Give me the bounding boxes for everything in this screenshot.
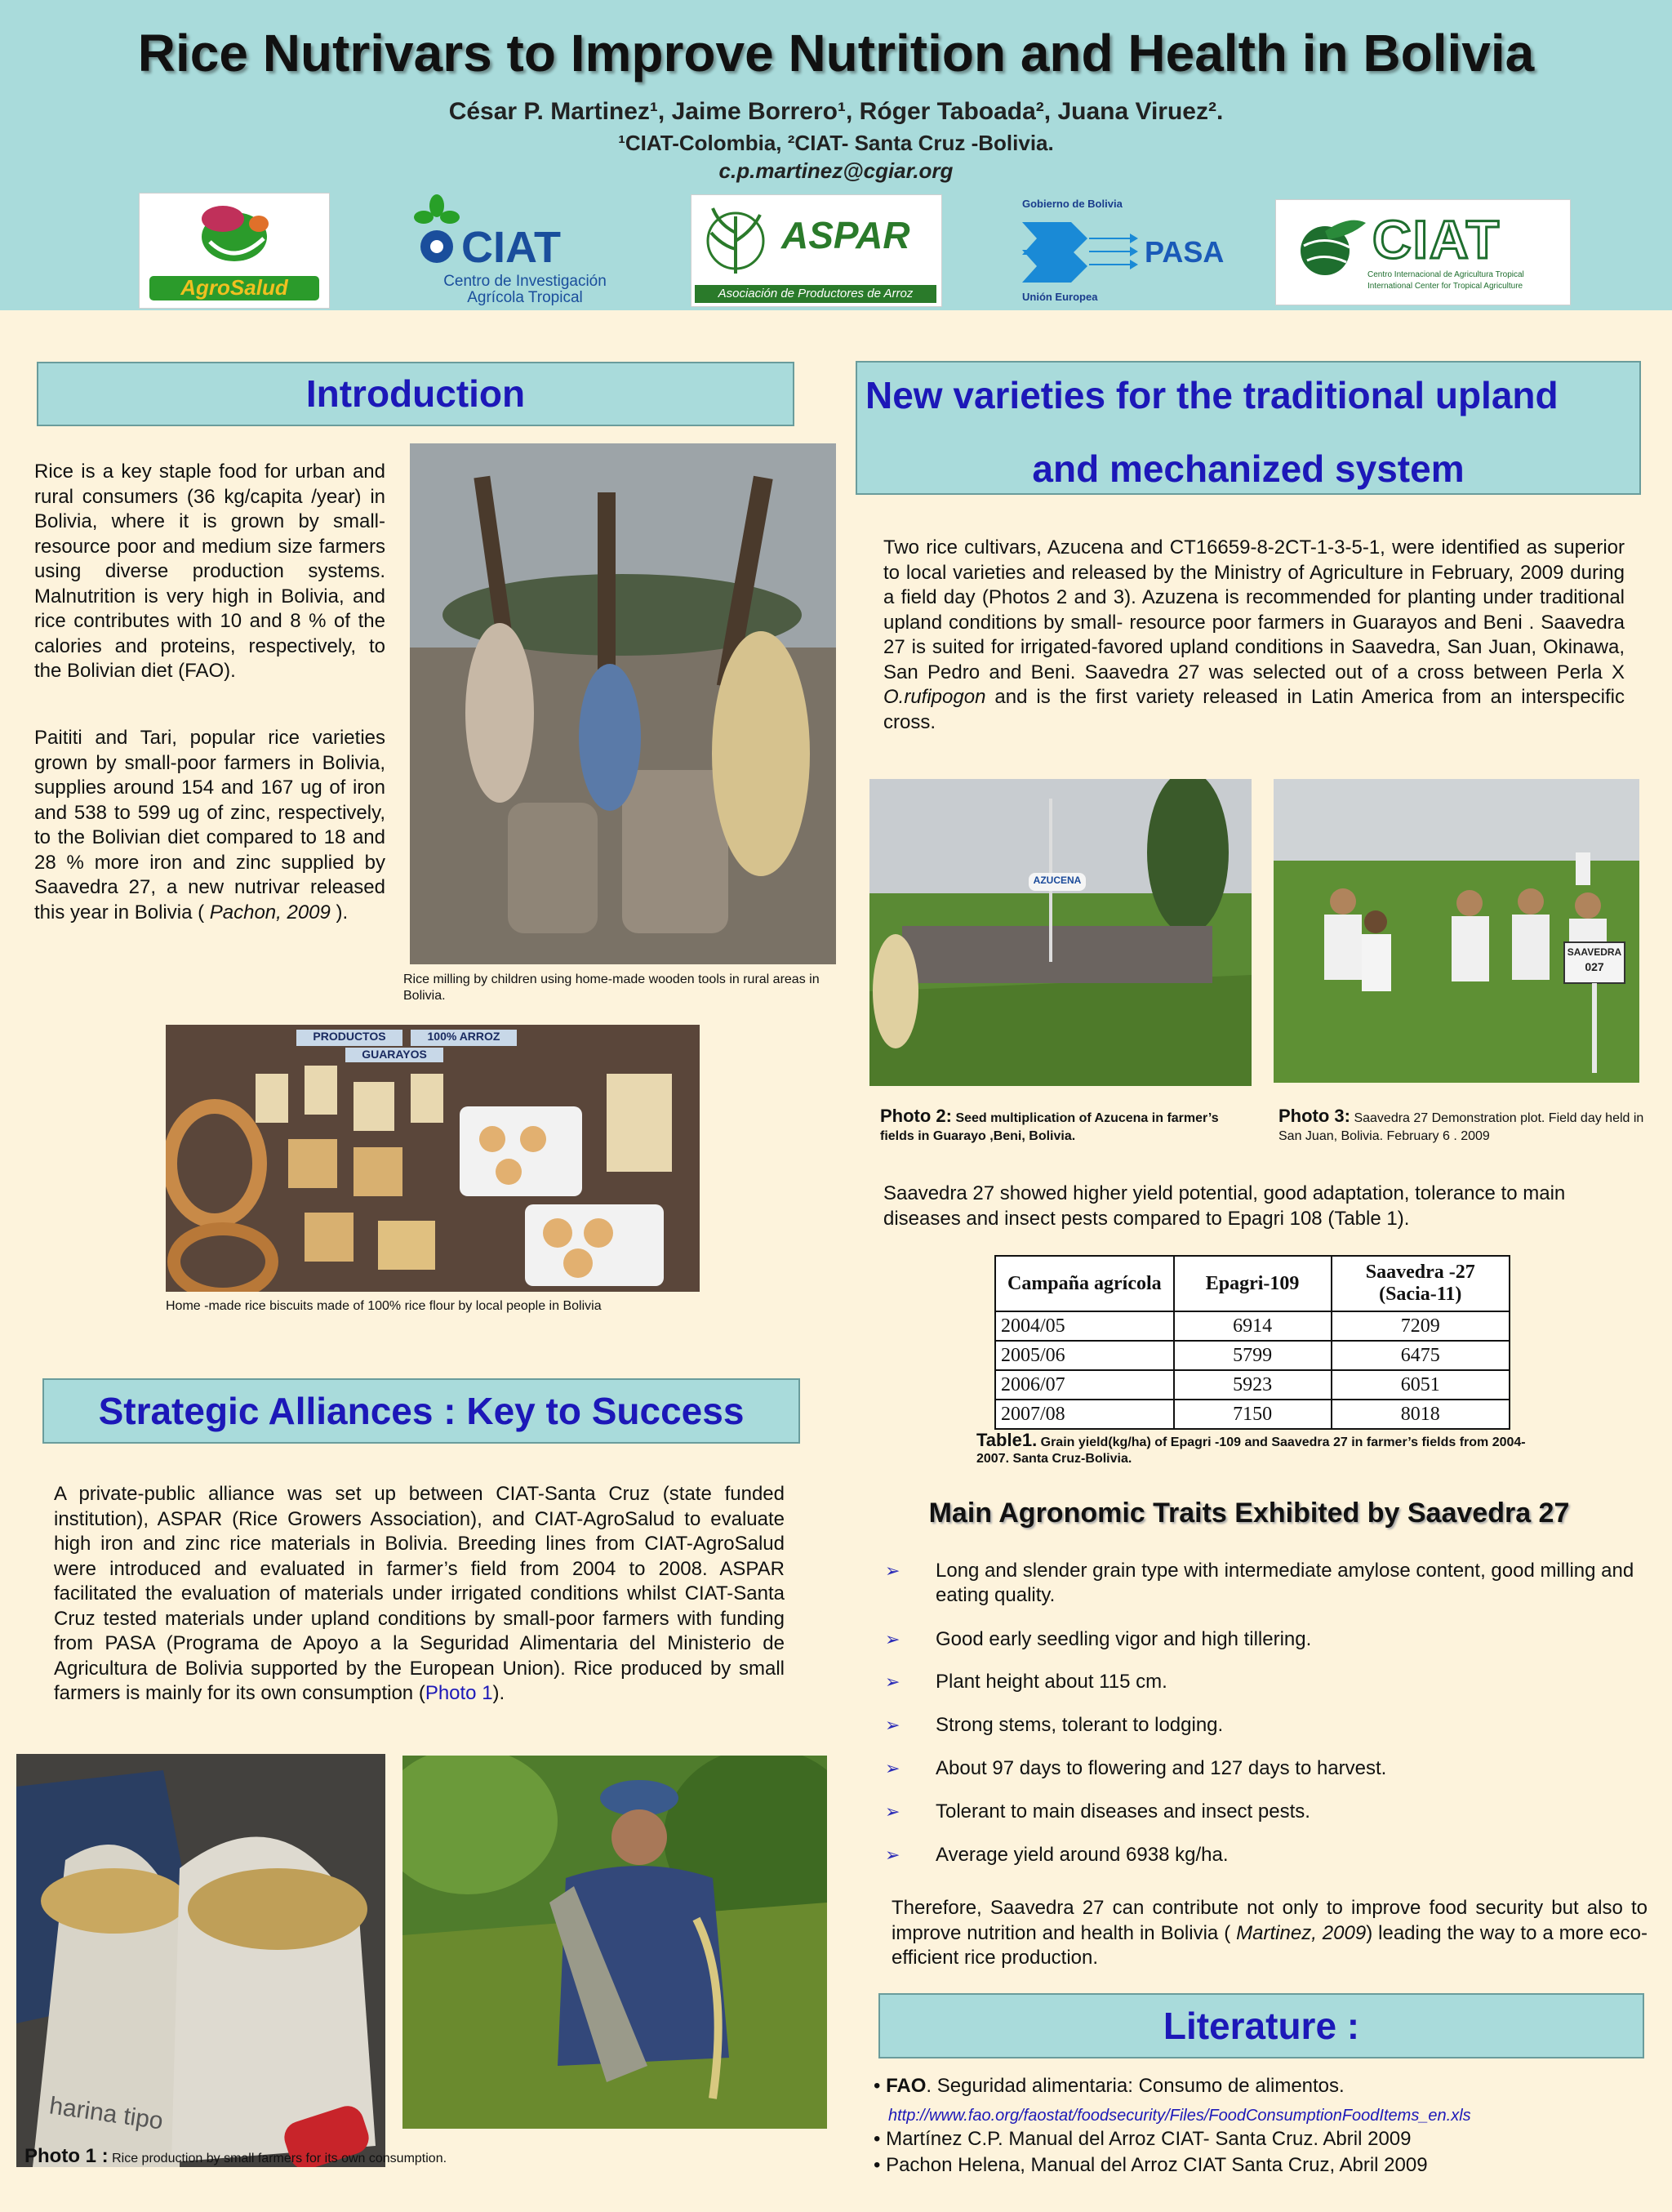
yield-table bbox=[994, 1255, 1510, 1430]
arrow-bullet-icon: ➢ bbox=[885, 1801, 900, 1822]
biscuits-label-guarayos: GUARAYOS bbox=[362, 1048, 427, 1061]
ciat-2-subtitle-1: Centro Internacional de Agricultura Tropical bbox=[1367, 270, 1524, 279]
ciat-2-subtitle-2: International Center for Tropical Agriculture bbox=[1367, 282, 1523, 291]
photo-1-caption: Photo 1 : Rice production by small farmers for its own consumption. bbox=[24, 2145, 447, 2167]
rice-plant-icon bbox=[703, 200, 768, 278]
ciat-1-wordmark: CIAT bbox=[461, 223, 561, 272]
trait-item-7: ➢ Average yield around 6938 kg/ha. bbox=[885, 1844, 1229, 1866]
affiliations: ¹CIAT-Colombia, ²CIAT- Santa Cruz -Bolivia. bbox=[618, 131, 1054, 155]
table-header-cell: Epagri-109 bbox=[1174, 1256, 1332, 1311]
conclusion-paragraph: Therefore, Saavedra 27 can contribute not only to improve food security but also to improve nutrition and health in Bolivia ( Martinez, 2009) leading the way to a more eco-efficient rice production. bbox=[892, 1897, 1648, 1969]
trait-item-1: ➢ Long and slender grain type with intermediate amylose content, good milling and eating quality. bbox=[885, 1560, 1634, 1606]
table-cell: 5923 bbox=[1174, 1370, 1332, 1400]
reference-2: • Martínez C.P. Manual del Arroz CIAT- Santa Cruz. Abril 2009 bbox=[874, 2128, 1412, 2150]
new-varieties-heading-line-2: and mechanized system bbox=[1032, 447, 1465, 490]
photo-farmer-rice-field bbox=[402, 1756, 827, 2129]
table-cell: 5799 bbox=[1174, 1341, 1332, 1370]
alliances-paragraph: A private-public alliance was set up between CIAT-Santa Cruz (state funded institution), ASPAR (Rice Growers Association), and CIAT-AgroSalud to evaluate high iron and zinc rice materials in Bolivia. Breeding lines from CIAT-AgroSalud were introduced and evaluated in farmer’s field from 2004 to 2008. ASPAR facilitated the evaluation of materials under irrigated conditions whilst CIAT-Santa Cruz tested materials under upland conditions by small-poor farmers with funding from PASA (Programa de Apoyo a la Seguridad Alimentaria del Ministerio de Agricultura de Bolivia supported by the European Union). Rice produced by small farmers is mainly for its own consumption (Photo 1). bbox=[54, 1483, 785, 1704]
pasa-arrows-icon bbox=[1022, 214, 1145, 289]
saavedra-sign-number: 027 bbox=[1585, 960, 1604, 973]
arrow-bullet-icon: ➢ bbox=[885, 1560, 900, 1581]
table-cell: 7150 bbox=[1174, 1400, 1332, 1429]
sack-text: harina tipo bbox=[47, 2092, 165, 2135]
ciat-1-subtitle-1: Centro de Investigación bbox=[443, 273, 607, 290]
introduction-paragraph-1: Rice is a key staple food for urban and rural consumers (36 kg/capita /year) in Bolivia, where it is grown by small-resource poor and medium size farmers using diverse production systems. Malnutrition is very high in Bolivia, and rice contributes with 10 and 8 % of the calories and proteins, respectively, to the Bolivian diet (FAO). bbox=[34, 461, 385, 682]
arrow-bullet-icon: ➢ bbox=[885, 1629, 900, 1649]
traits-heading: Main Agronomic Traits Exhibited by Saavedra 27 bbox=[928, 1498, 1570, 1529]
table-row bbox=[995, 1311, 1510, 1341]
table-header-cell: Campaña agrícola bbox=[995, 1256, 1174, 1311]
ciat-logo-1 bbox=[412, 188, 633, 309]
table-cell: 7209 bbox=[1332, 1311, 1510, 1341]
reference-3: • Pachon Helena, Manual del Arroz CIAT Santa Cruz, Abril 2009 bbox=[874, 2154, 1428, 2176]
photo-rice-biscuits-caption: Home -made rice biscuits made of 100% rice flour by local people in Bolivia bbox=[166, 1299, 602, 1313]
agrosalud-logo bbox=[139, 193, 330, 309]
pasa-top-label: Gobierno de Bolivia bbox=[1022, 198, 1123, 210]
new-varieties-paragraph: Two rice cultivars, Azucena and CT16659-8-2CT-1-3-5-1, were identified as superior to local varieties and released by the Ministry of Agriculture in February, 2009 during a field day (Photos 2 and 3). Azuzena is recommended for planting under traditional upland conditions by small- resource poor farmers in Guarayos and Beni . Saavedra 27 is suited for irrigated-favored upland conditions in Saavedra, San Juan, Okinawa, San Pedro and Beni. Saavedra 27 was selected out of a cross between Perla X O.rufipogon and is the first variety released in Latin America from an interspecific cross. bbox=[883, 536, 1625, 733]
saavedra-plot-illustration bbox=[1274, 779, 1639, 1083]
trait-item-5: ➢ About 97 days to flowering and 127 days to harvest. bbox=[885, 1757, 1387, 1779]
table-row bbox=[995, 1400, 1510, 1429]
azucena-field-illustration bbox=[869, 779, 1252, 1086]
table-cell: 2004/05 bbox=[995, 1311, 1174, 1341]
globe-leaf-icon bbox=[1292, 215, 1367, 280]
bullet-icon: • bbox=[874, 2128, 881, 2150]
table-header-cell: Saavedra -27 (Sacia-11) bbox=[1332, 1256, 1510, 1311]
email: c.p.martinez@cgiar.org bbox=[718, 158, 954, 183]
photo-saavedra-demo-plot bbox=[1274, 779, 1639, 1083]
aspar-wordmark: ASPAR bbox=[781, 214, 910, 256]
yield-comparison-text: Saavedra 27 showed higher yield potential, good adaptation, tolerance to main diseases and insect pests compared to Epagri 108 (Table 1). bbox=[883, 1182, 1566, 1230]
introduction-heading: Introduction bbox=[37, 362, 794, 426]
aspar-subtitle: Asociación de Productores de Arroz bbox=[695, 285, 936, 303]
children-milling-illustration bbox=[410, 443, 836, 964]
photo-rice-milling-caption: Rice milling by children using home-made wooden tools in rural areas in Bolivia. bbox=[403, 972, 820, 1003]
trait-item-4: ➢ Strong stems, tolerant to lodging. bbox=[885, 1714, 1224, 1736]
table-cell: 2007/08 bbox=[995, 1400, 1174, 1429]
pasa-bottom-label: Unión Europea bbox=[1022, 291, 1098, 303]
ciat-logo-2 bbox=[1275, 199, 1571, 305]
table-cell: 6475 bbox=[1332, 1341, 1510, 1370]
arrow-bullet-icon: ➢ bbox=[885, 1671, 900, 1692]
arrow-bullet-icon: ➢ bbox=[885, 1715, 900, 1735]
ciat-2-wordmark: CIAT bbox=[1372, 209, 1501, 269]
literature-heading: Literature : bbox=[878, 1993, 1644, 2058]
aspar-logo bbox=[691, 194, 942, 307]
photo-azucena-field bbox=[869, 779, 1252, 1086]
table-row bbox=[995, 1370, 1510, 1400]
farmer-field-illustration bbox=[402, 1756, 827, 2129]
photo-rice-milling-children bbox=[410, 443, 836, 964]
alliances-heading: Strategic Alliances : Key to Success bbox=[42, 1378, 800, 1444]
arrow-bullet-icon: ➢ bbox=[885, 1758, 900, 1778]
ciat-leaf-icon bbox=[412, 188, 461, 269]
photo-2-caption: Photo 2: Seed multiplication of Azucena in farmer’s fields in Guarayo ,Beni, Bolivia. bbox=[880, 1106, 1219, 1143]
trait-item-3: ➢ Plant height about 115 cm. bbox=[885, 1671, 1167, 1693]
table-caption: Table1. Grain yield(kg/ha) of Epagri -109 and Saavedra 27 in farmer’s fields from 2004-2007. Santa Cruz-Bolivia. bbox=[976, 1430, 1526, 1466]
table-cell: 6914 bbox=[1174, 1311, 1332, 1341]
biscuits-label-100-arroz: 100% ARROZ bbox=[427, 1030, 500, 1043]
photo-rice-sacks bbox=[16, 1754, 385, 2167]
photo-3-caption: Photo 3: Saavedra 27 Demonstration plot. Field day held in San Juan, Bolivia. February 6 . 2009 bbox=[1278, 1106, 1644, 1143]
reference-1: • FAO. Seguridad alimentaria: Consumo de alimentos. bbox=[874, 2075, 1345, 2097]
table-cell: 6051 bbox=[1332, 1370, 1510, 1400]
table-header-row bbox=[995, 1256, 1510, 1311]
photo-rice-biscuits bbox=[166, 1025, 700, 1292]
table-cell: 8018 bbox=[1332, 1400, 1510, 1429]
pasa-logo bbox=[1017, 193, 1230, 307]
photo-1-reference-link[interactable]: Photo 1 bbox=[425, 1682, 493, 1704]
biscuits-label-productos: PRODUCTOS bbox=[313, 1030, 386, 1043]
table-row bbox=[995, 1341, 1510, 1370]
new-varieties-heading-line-1: New varieties for the traditional upland bbox=[865, 374, 1559, 416]
agrosalud-wordmark: AgroSalud bbox=[180, 275, 288, 300]
azucena-banner: AZUCENA bbox=[1033, 875, 1082, 886]
trait-item-2: ➢ Good early seedling vigor and high tillering. bbox=[885, 1628, 1312, 1650]
pasa-wordmark: PASA bbox=[1145, 235, 1225, 269]
table-cell: 2005/06 bbox=[995, 1341, 1174, 1370]
authors: César P. Martinez¹, Jaime Borrero¹, Róger Taboada², Juana Viruez². bbox=[448, 98, 1224, 125]
poster-title: Rice Nutrivars to Improve Nutrition and Health in Bolivia bbox=[137, 24, 1535, 82]
saavedra-sign-name: SAAVEDRA bbox=[1567, 946, 1622, 958]
arrow-bullet-icon: ➢ bbox=[885, 1845, 900, 1865]
introduction-paragraph-2: Paititi and Tari, popular rice varieties grown by small-poor farmers in Bolivia, supplies around 154 and 167 ug of iron and 538 to 599 ug of zinc, respectively, to the Bolivian diet compared to 18 and 28 % more iron and zinc supplied by Saavedra 27, a new nutrivar released this year in Bolivia ( Pachon, 2009 ). bbox=[34, 727, 385, 924]
reference-1-url[interactable]: http://www.fao.org/faostat/foodsecurity/Files/FoodConsumptionFoodItems_en.xls bbox=[888, 2107, 1471, 2125]
rice-biscuits-illustration bbox=[166, 1025, 700, 1292]
trait-item-6: ➢ Tolerant to main diseases and insect pests. bbox=[885, 1800, 1310, 1823]
new-varieties-heading bbox=[856, 361, 1641, 495]
bullet-icon: • bbox=[874, 2154, 881, 2176]
table-cell: 2006/07 bbox=[995, 1370, 1174, 1400]
ciat-1-subtitle-2: Agrícola Tropical bbox=[467, 289, 583, 306]
bullet-icon: • bbox=[874, 2075, 881, 2097]
